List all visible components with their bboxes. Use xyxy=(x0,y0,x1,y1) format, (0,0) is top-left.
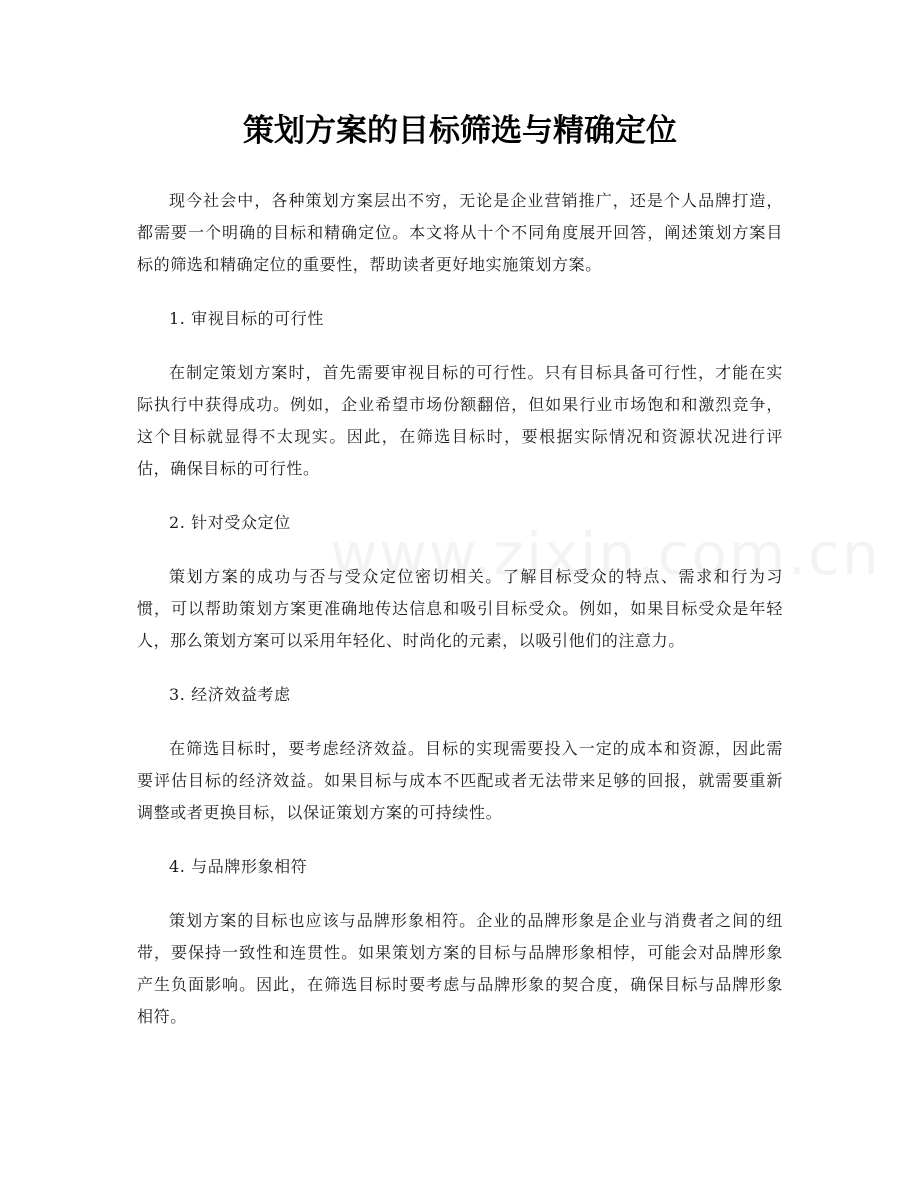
intro-paragraph: 现今社会中，各种策划方案层出不穷，无论是企业营销推广，还是个人品牌打造，都需要一个明确的目标和精确定位。本文将从十个不同角度展开回答，阐述策划方案目标的筛选和精确定位的重要性，帮助读者更好地实施策划方案。 xyxy=(137,191,783,274)
section-heading-4: 4. 与品牌形象相符 xyxy=(169,857,308,876)
section-paragraph-4: 策划方案的目标也应该与品牌形象相符。企业的品牌形象是企业与消费者之间的纽带，要保持一致性和连贯性。如果策划方案的目标与品牌形象相悖，可能会对品牌形象产生负面影响。因此，在筛选目标时要考虑与品牌形象的契合度，确保目标与品牌形象相符。 xyxy=(137,911,783,1026)
section-paragraph-1: 在制定策划方案时，首先需要审视目标的可行性。只有目标具备可行性，才能在实际执行中获得成功。例如，企业希望市场份额翻倍，但如果行业市场饱和和激烈竞争，这个目标就显得不太现实。因此，在筛选目标时，要根据实际情况和资源状况进行评估，确保目标的可行性。 xyxy=(137,363,783,478)
document-title: 策划方案的目标筛选与精确定位 xyxy=(243,113,677,149)
document-body xyxy=(137,185,783,1033)
section-paragraph-2: 策划方案的成功与否与受众定位密切相关。了解目标受众的特点、需求和行为习惯，可以帮助策划方案更准确地传达信息和吸引目标受众。例如，如果目标受众是年轻人，那么策划方案可以采用年轻化、时尚化的元素，以吸引他们的注意力。 xyxy=(137,567,783,650)
section-heading-2: 2. 针对受众定位 xyxy=(169,513,291,532)
section-paragraph-3: 在筛选目标时，要考虑经济效益。目标的实现需要投入一定的成本和资源，因此需要评估目标的经济效益。如果目标与成本不匹配或者无法带来足够的回报，就需要重新调整或者更换目标，以保证策划方案的可持续性。 xyxy=(137,739,783,822)
section-heading-1: 1. 审视目标的可行性 xyxy=(169,309,324,328)
section-heading-3: 3. 经济效益考虑 xyxy=(169,685,291,704)
